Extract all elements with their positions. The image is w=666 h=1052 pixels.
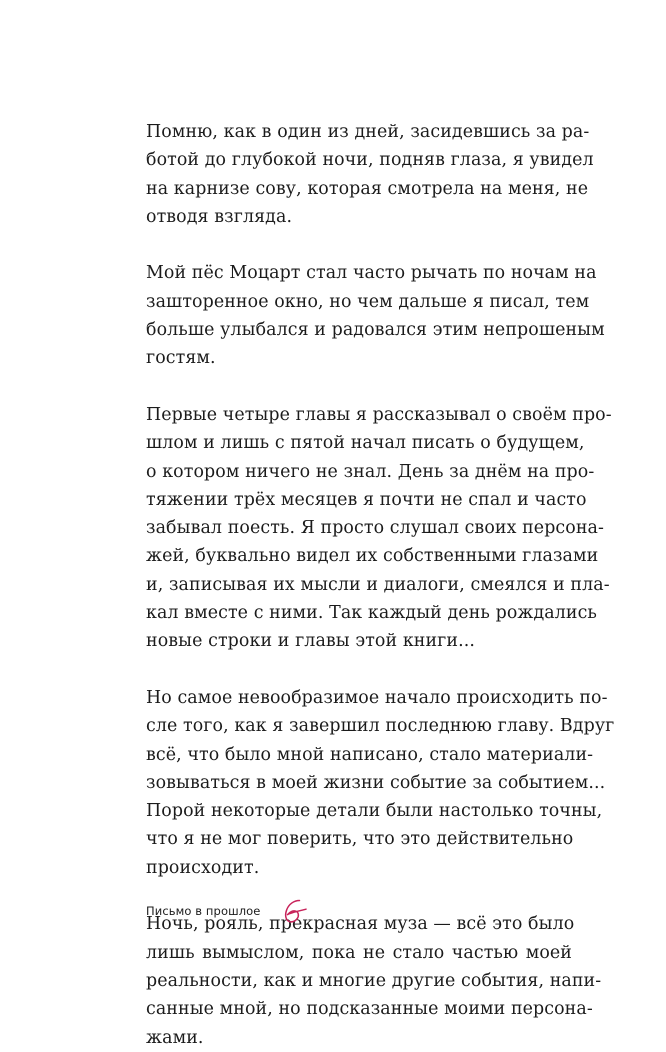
text-line: реальности, как и многие другие события, напи- [146,970,602,991]
paragraph [146,910,602,1051]
text-line: происходит. [146,857,260,878]
text-line: сле того, как я завершил последнюю главу. Вдруг [146,716,615,737]
paragraph [146,684,615,882]
text-line: Порой некоторые детали были настолько точны, [146,801,603,822]
text-line: на карнизе сову, которая смотрела на меня, не [146,178,589,199]
text-line: кал вместе с ними. Так каждый день рождались [146,603,598,624]
text-line: Мой пёс Моцарт стал часто рычать по ночам на [146,263,597,284]
text-line: тяжении трёх месяцев я почти не спал и часто [146,489,587,510]
text-line: и, записывая их мысли и диалоги, смеялся и пла- [146,574,610,595]
paragraph-gap [146,373,572,401]
paragraph [146,401,612,656]
text-line: Но самое невообразимое начало происходить по- [146,687,608,708]
paragraph-gap [146,656,572,684]
text-line: Ночь, рояль, прекрасная муза — всё это было [146,914,575,935]
text-line: жей, буквально видел их собственными глазами [146,546,599,567]
paragraph [146,118,594,231]
text-line: больше улыбался и радовался этим непрошеным [146,320,605,341]
paragraph [146,259,605,372]
text-line: всё, что было мной написано, стало материали- [146,744,594,765]
text-line: шлом и лишь с пятой начал писать о будущем, [146,433,585,454]
text-line: лишь вымыслом, пока не стало частью моей [146,942,572,963]
text-line: жами. [146,1027,204,1048]
page-footer [146,898,308,924]
paragraph-gap [146,231,572,259]
running-title: Письмо в прошлое [146,904,261,918]
text-line: новые строки и главы этой книги... [146,631,475,652]
text-line: забывал поесть. Я просто слушал своих персона- [146,518,604,539]
text-line: отводя взгляда. [146,206,293,227]
page-number [280,898,308,924]
text-line: зашторенное окно, но чем дальше я писал, тем [146,291,590,312]
text-line: гостям. [146,348,216,369]
page-number-glyph [280,898,308,924]
text-line: о котором ничего не знал. День за днём на про- [146,461,595,482]
text-line: санные мной, но подсказанные моими персона- [146,999,593,1020]
text-line: Помню, как в один из дней, засидевшись за ра- [146,122,590,142]
text-line: Первые четыре главы я рассказывал о своём про- [146,404,612,425]
text-line: ботой до глубокой ночи, подняв глаза, я увидел [146,150,594,171]
text-line: что я не мог поверить, что это действительно [146,829,574,850]
text-line: зовываться в моей жизни событие за событием... [146,772,606,793]
